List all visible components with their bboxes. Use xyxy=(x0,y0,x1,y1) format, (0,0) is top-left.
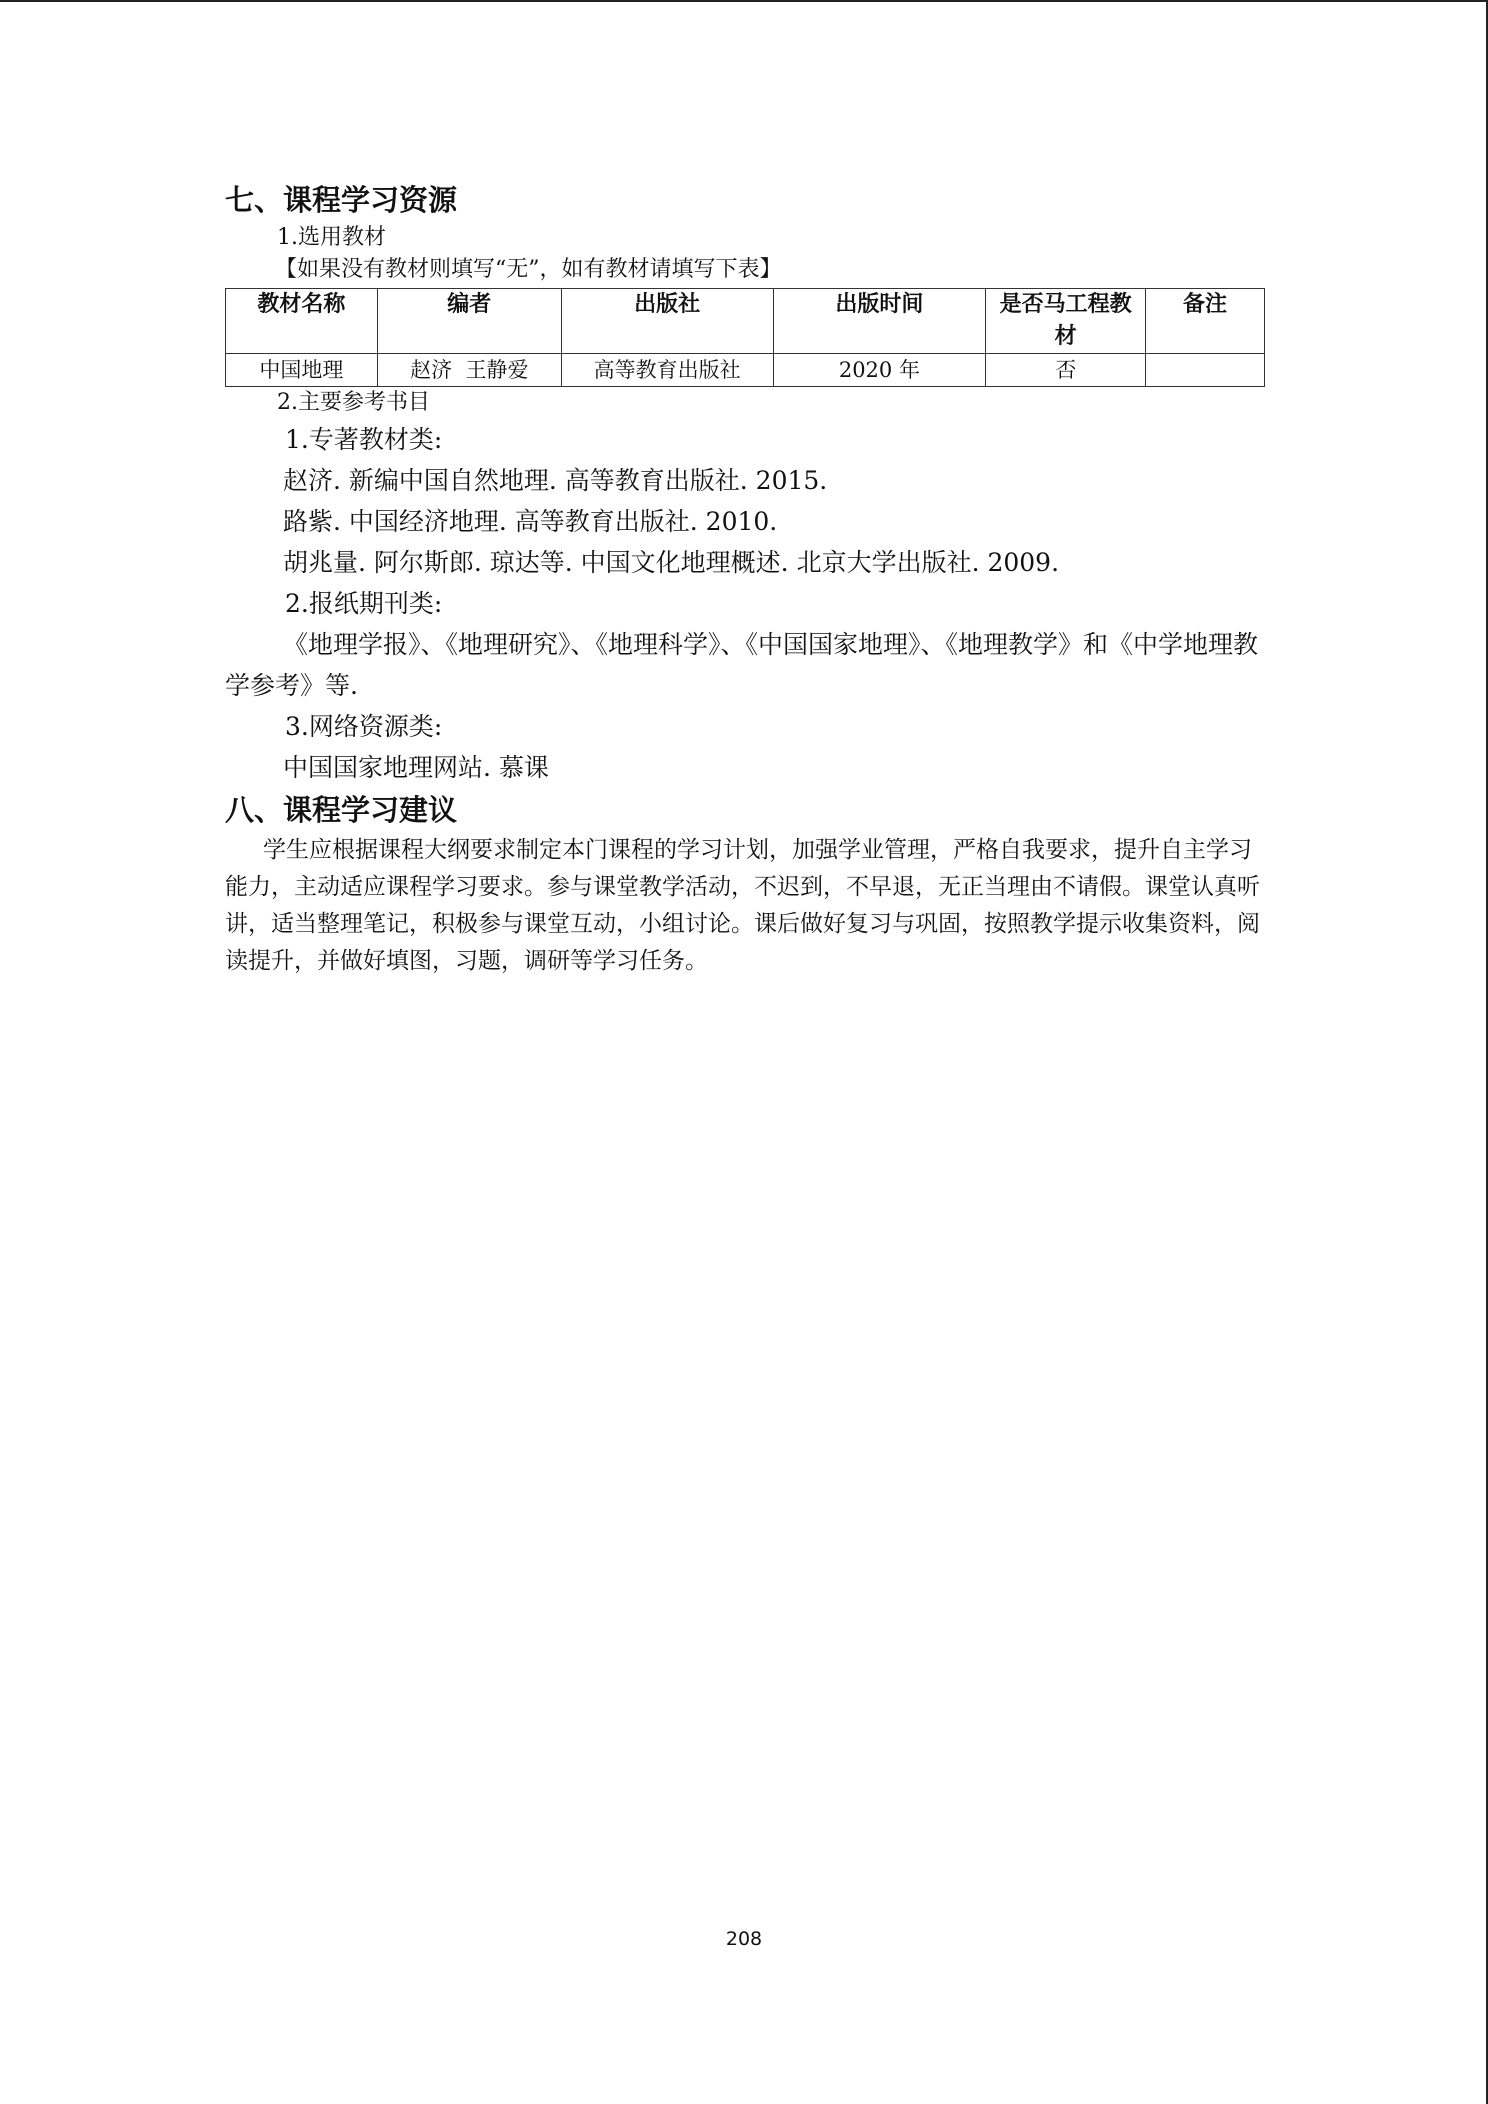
header-cell-editor: 编者 xyxy=(377,289,561,354)
study-advice-paragraph: 学生应根据课程大纲要求制定本门课程的学习计划，加强学业管理，严格自我要求，提升自主学习能力，主动适应课程学习要求。参与课堂教学活动，不迟到，不早退，无正当理由不请假。课堂认真听讲，适当整理笔记，积极参与课堂互动，小组讨论。课后做好复习与巩固，按照教学提示收集资料，阅读提升，并做好填图，习题，调研等学习任务。 xyxy=(225,837,1260,974)
ref-book-3: 胡兆量. 阿尔斯郎. 琼达等. 中国文化地理概述. 北京大学出版社. 2009. xyxy=(283,548,1060,577)
section-8-heading: 八、课程学习建议 xyxy=(225,793,458,827)
textbook-note: 【如果没有教材则填写“无”，如有教材请填写下表】 xyxy=(275,257,782,282)
document-content xyxy=(225,178,1265,980)
textbook-subheading: 1.选用教材 xyxy=(277,225,386,250)
table-header-row xyxy=(226,289,1265,354)
page-top-border xyxy=(0,0,1488,2)
ref-category-web: 3.网络资源类: xyxy=(285,712,443,741)
header-cell-marxism-project: 是否马工程教材 xyxy=(986,289,1146,354)
ref-category-monographs: 1.专著教材类: xyxy=(285,425,443,454)
cell-publisher: 高等教育出版社 xyxy=(561,354,773,387)
references-subheading: 2.主要参考书目 xyxy=(277,390,430,415)
header-cell-remarks: 备注 xyxy=(1146,289,1265,354)
ref-journals: 《地理学报》、《地理研究》、《地理科学》、《中国国家地理》、《地理教学》和《中学地理教学参考》等. xyxy=(225,630,1259,700)
cell-date: 2020 年 xyxy=(773,354,986,387)
ref-book-1: 赵济. 新编中国自然地理. 高等教育出版社. 2015. xyxy=(283,466,828,495)
page-number: 208 xyxy=(725,1928,763,1950)
textbook-table xyxy=(225,288,1265,387)
table-row xyxy=(226,354,1265,387)
header-cell-date: 出版时间 xyxy=(773,289,986,354)
cell-editor: 赵济 王静爱 xyxy=(377,354,561,387)
header-cell-name: 教材名称 xyxy=(226,289,378,354)
header-cell-publisher: 出版社 xyxy=(561,289,773,354)
section-7-heading: 七、课程学习资源 xyxy=(225,183,458,217)
cell-name: 中国地理 xyxy=(226,354,378,387)
ref-book-2: 路紫. 中国经济地理. 高等教育出版社. 2010. xyxy=(283,507,778,536)
ref-category-journals: 2.报纸期刊类: xyxy=(285,589,443,618)
cell-marxism-project: 否 xyxy=(986,354,1146,387)
cell-remarks xyxy=(1146,354,1265,387)
ref-web: 中国国家地理网站. 慕课 xyxy=(283,753,549,782)
